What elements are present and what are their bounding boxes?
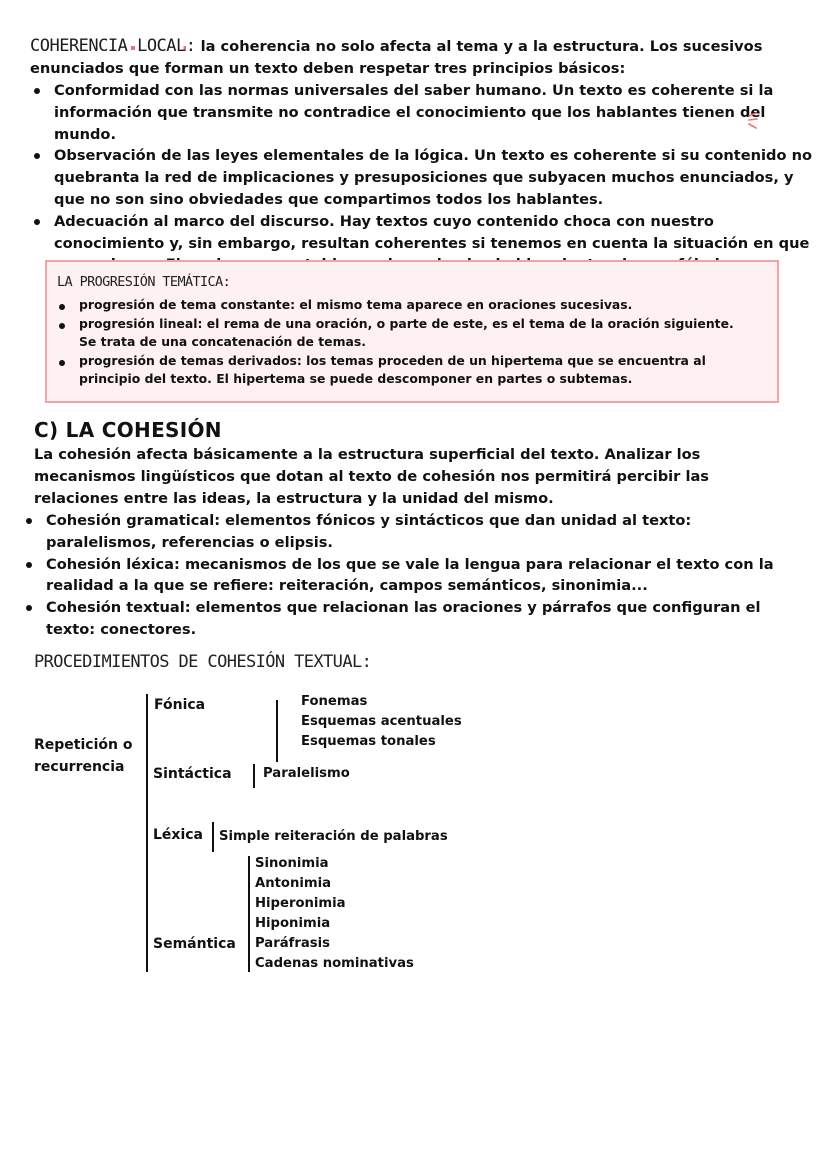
cohesion-intro: La cohesión afecta básicamente a la estructura superficial del texto. Analizar los mecanismos lingüísticos que dotan al texto de cohesión nos permitirá percibir las relaciones entre las ideas, la estructura y la unidad del mismo. [34,446,709,507]
list-item: Adecuación al marco del discurso. Hay textos cuyo contenido choca con nuestro conocimiento y, sin embargo, resultan coherentes si tenemos en cuenta la situación en que [30,211,820,276]
coherencia-heading: COHERENCIA LOCAL: [30,36,196,56]
sparkle-decoration-icon [746,112,760,130]
list-item: progresión de tema constante: el mismo tema aparece en oraciones sucesivas. [55,296,755,315]
list-item: progresión lineal: el rema de una oración, o parte de este, es el tema de la oración siguiente. Se trata de una concatenación de temas. [55,315,755,352]
coherencia-intro [30,36,820,80]
box-title: LA PROGRESIÓN TEMÁTICA: [57,274,231,290]
diagram-item: Paráfrasis [255,936,330,951]
diagram-item: Antonimia [255,876,332,891]
coherencia-intro-text: la coherencia no solo afecta al tema y a la estructura. Los sucesivos enunciados que forman un texto deben respetar tres principios básicos: [30,38,763,77]
diagram-semantica-label: Semántica [153,936,236,952]
list-item: progresión de temas derivados: los temas proceden de un hipertema que se encuentra al principio del texto. El hipertema se puede descomponer en partes o subtemas. [55,352,755,389]
diagram-sintactica-bracket [253,764,255,788]
list-item: Cohesión textual: elementos que relacionan las oraciones y párrafos que configuran el texto: conectores. [22,597,802,641]
diagram-semantica-bracket [248,856,250,972]
diagram-fonica-label: Fónica [154,697,206,713]
diagram-item: Hiponimia [255,916,331,931]
diagram-root-line1: Repetición o [34,737,133,753]
diagram-item: Esquemas acentuales [301,714,462,729]
diagram-item: Hiperonimia [255,896,346,911]
diagram-item: Simple reiteración de palabras [219,829,448,844]
diagram-lexica-label: Léxica [153,827,203,843]
diagram-item: Esquemas tonales [301,734,436,749]
diagram-fonica-bracket [276,700,278,762]
cohesion-types-list [22,510,802,641]
diagram-lexica-bracket [212,822,214,852]
principles-list [30,80,820,276]
progresion-tematica-box [45,260,779,403]
progresion-list [55,296,755,389]
procedimientos-title: PROCEDIMIENTOS DE COHESIÓN TEXTUAL: [34,652,372,672]
diagram-item: Sinonimia [255,856,329,871]
diagram-item: Paralelismo [263,766,350,781]
section-title: C) LA COHESIÓN [34,418,222,442]
list-item: Cohesión léxica: mecanismos de los que se vale la lengua para relacionar el texto con la realidad a la que se refiere: reiteración, campos semánticos, sinonimia... [22,554,802,598]
diagram-item: Cadenas nominativas [255,956,414,971]
diagram-root-line2: recurrencia [34,759,125,775]
diagram-sintactica-label: Sintáctica [153,766,232,782]
diagram-item: Fonemas [301,694,368,709]
list-item: Cohesión gramatical: elementos fónicos y sintácticos que dan unidad al texto: paralelismos, referencias o elipsis. [22,510,802,554]
list-item: Observación de las leyes elementales de la lógica. Un texto es coherente si su contenido no quebranta la red de implicaciones y presuposiciones que subyacen muchos enunciados, y que no son sino obviedades que compartimos todos los hablantes. [30,145,820,210]
list-item: Conformidad con las normas universales del saber humano. Un texto es coherente si la información que transmite no contradice el conocimiento que los hablantes tienen del mundo. [30,80,820,145]
diagram-main-bracket [146,694,148,972]
